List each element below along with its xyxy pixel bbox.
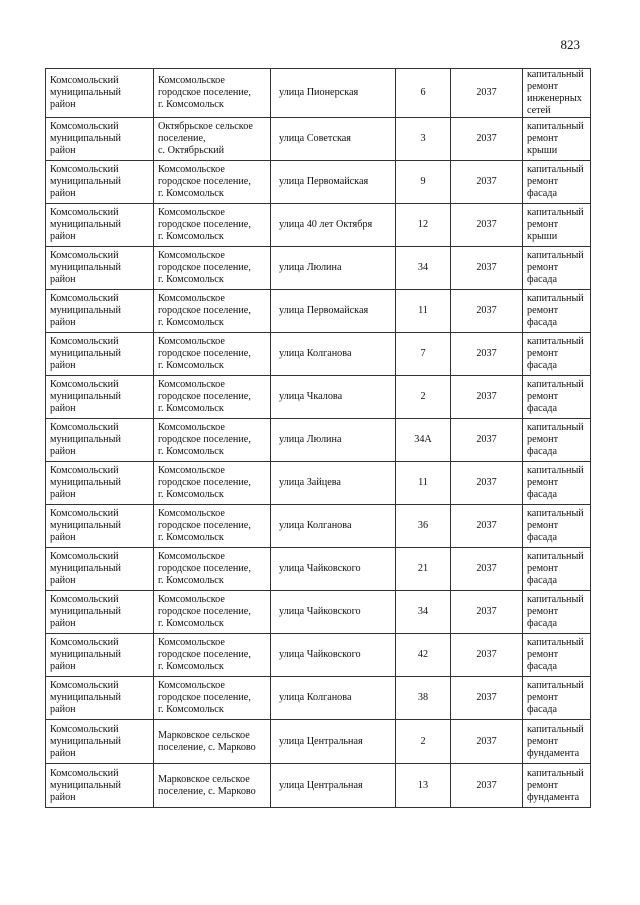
settlement-cell: Комсомольское городское поселение, г. Комсомольск: [154, 548, 271, 591]
work-type-cell: капитальный ремонт фасада: [523, 376, 591, 419]
year-cell: 2037: [451, 333, 523, 376]
year-cell: 2037: [451, 290, 523, 333]
street-cell: улица Первомайская: [271, 290, 396, 333]
street-cell: улица Чайковского: [271, 548, 396, 591]
street-cell: улица Зайцева: [271, 462, 396, 505]
settlement-cell: Комсомольское городское поселение, г. Комсомольск: [154, 419, 271, 462]
settlement-cell: Комсомольское городское поселение, г. Комсомольск: [154, 333, 271, 376]
table-row: [46, 419, 591, 462]
table-row: [46, 118, 591, 161]
settlement-cell: Комсомольское городское поселение, г. Комсомольск: [154, 376, 271, 419]
year-cell: 2037: [451, 69, 523, 118]
street-cell: улица 40 лет Октября: [271, 204, 396, 247]
house-number-cell: 6: [396, 69, 451, 118]
work-type-cell: капитальный ремонт фасада: [523, 505, 591, 548]
table-row: [46, 247, 591, 290]
work-type-cell: капитальный ремонт фасада: [523, 247, 591, 290]
district-cell: Комсомольский муниципальный район: [46, 290, 154, 333]
work-type-cell: капитальный ремонт фасада: [523, 591, 591, 634]
work-type-cell: капитальный ремонт крыши: [523, 118, 591, 161]
district-cell: Комсомольский муниципальный район: [46, 69, 154, 118]
settlement-cell: Комсомольское городское поселение, г. Комсомольск: [154, 591, 271, 634]
table-row: [46, 677, 591, 720]
street-cell: улица Люлина: [271, 247, 396, 290]
work-type-cell: капитальный ремонт инженерных сетей: [523, 69, 591, 118]
table-row: [46, 69, 591, 118]
settlement-cell: Комсомольское городское поселение, г. Комсомольск: [154, 677, 271, 720]
year-cell: 2037: [451, 204, 523, 247]
repair-schedule-table: [45, 68, 591, 808]
table-row: [46, 764, 591, 808]
work-type-cell: капитальный ремонт фасада: [523, 677, 591, 720]
street-cell: улица Центральная: [271, 764, 396, 808]
year-cell: 2037: [451, 505, 523, 548]
house-number-cell: 2: [396, 720, 451, 764]
district-cell: Комсомольский муниципальный район: [46, 161, 154, 204]
table-row: [46, 333, 591, 376]
house-number-cell: 7: [396, 333, 451, 376]
settlement-cell: Комсомольское городское поселение, г. Комсомольск: [154, 247, 271, 290]
year-cell: 2037: [451, 548, 523, 591]
house-number-cell: 38: [396, 677, 451, 720]
house-number-cell: 34: [396, 591, 451, 634]
street-cell: улица Пионерская: [271, 69, 396, 118]
year-cell: 2037: [451, 376, 523, 419]
district-cell: Комсомольский муниципальный район: [46, 118, 154, 161]
work-type-cell: капитальный ремонт фасада: [523, 161, 591, 204]
street-cell: улица Чайковского: [271, 634, 396, 677]
work-type-cell: капитальный ремонт фасада: [523, 462, 591, 505]
page-number: 823: [560, 37, 580, 52]
table-row: [46, 204, 591, 247]
house-number-cell: 36: [396, 505, 451, 548]
year-cell: 2037: [451, 634, 523, 677]
settlement-cell: Марковское сельское поселение, с. Марково: [154, 764, 271, 808]
house-number-cell: 2: [396, 376, 451, 419]
district-cell: Комсомольский муниципальный район: [46, 247, 154, 290]
settlement-cell: Комсомольское городское поселение, г. Комсомольск: [154, 462, 271, 505]
house-number-cell: 9: [396, 161, 451, 204]
district-cell: Комсомольский муниципальный район: [46, 591, 154, 634]
street-cell: улица Чайковского: [271, 591, 396, 634]
year-cell: 2037: [451, 419, 523, 462]
house-number-cell: 11: [396, 462, 451, 505]
street-cell: улица Колганова: [271, 505, 396, 548]
house-number-cell: 21: [396, 548, 451, 591]
district-cell: Комсомольский муниципальный район: [46, 462, 154, 505]
house-number-cell: 34: [396, 247, 451, 290]
table-row: [46, 548, 591, 591]
table-row: [46, 505, 591, 548]
street-cell: улица Колганова: [271, 677, 396, 720]
table-body: [46, 69, 591, 808]
year-cell: 2037: [451, 118, 523, 161]
district-cell: Комсомольский муниципальный район: [46, 376, 154, 419]
year-cell: 2037: [451, 161, 523, 204]
street-cell: улица Колганова: [271, 333, 396, 376]
district-cell: Комсомольский муниципальный район: [46, 764, 154, 808]
settlement-cell: Марковское сельское поселение, с. Марково: [154, 720, 271, 764]
house-number-cell: 13: [396, 764, 451, 808]
year-cell: 2037: [451, 764, 523, 808]
year-cell: 2037: [451, 591, 523, 634]
house-number-cell: 3: [396, 118, 451, 161]
street-cell: улица Чкалова: [271, 376, 396, 419]
house-number-cell: 11: [396, 290, 451, 333]
district-cell: Комсомольский муниципальный район: [46, 548, 154, 591]
work-type-cell: капитальный ремонт фасада: [523, 634, 591, 677]
work-type-cell: капитальный ремонт фасада: [523, 290, 591, 333]
work-type-cell: капитальный ремонт фундамента: [523, 720, 591, 764]
settlement-cell: Комсомольское городское поселение, г. Комсомольск: [154, 161, 271, 204]
settlement-cell: Комсомольское городское поселение, г. Комсомольск: [154, 290, 271, 333]
table-row: [46, 462, 591, 505]
house-number-cell: 12: [396, 204, 451, 247]
table-row: [46, 376, 591, 419]
street-cell: улица Первомайская: [271, 161, 396, 204]
district-cell: Комсомольский муниципальный район: [46, 505, 154, 548]
settlement-cell: Октябрьское сельское поселение, с. Октябрьский: [154, 118, 271, 161]
table-row: [46, 591, 591, 634]
table-row: [46, 634, 591, 677]
year-cell: 2037: [451, 462, 523, 505]
district-cell: Комсомольский муниципальный район: [46, 419, 154, 462]
work-type-cell: капитальный ремонт фасада: [523, 333, 591, 376]
house-number-cell: 42: [396, 634, 451, 677]
district-cell: Комсомольский муниципальный район: [46, 333, 154, 376]
year-cell: 2037: [451, 677, 523, 720]
work-type-cell: капитальный ремонт фасада: [523, 419, 591, 462]
table-row: [46, 720, 591, 764]
district-cell: Комсомольский муниципальный район: [46, 677, 154, 720]
district-cell: Комсомольский муниципальный район: [46, 634, 154, 677]
year-cell: 2037: [451, 720, 523, 764]
work-type-cell: капитальный ремонт фундамента: [523, 764, 591, 808]
work-type-cell: капитальный ремонт фасада: [523, 548, 591, 591]
table-row: [46, 161, 591, 204]
district-cell: Комсомольский муниципальный район: [46, 204, 154, 247]
work-type-cell: капитальный ремонт крыши: [523, 204, 591, 247]
table-row: [46, 290, 591, 333]
street-cell: улица Центральная: [271, 720, 396, 764]
settlement-cell: Комсомольское городское поселение, г. Комсомольск: [154, 634, 271, 677]
settlement-cell: Комсомольское городское поселение, г. Комсомольск: [154, 505, 271, 548]
year-cell: 2037: [451, 247, 523, 290]
district-cell: Комсомольский муниципальный район: [46, 720, 154, 764]
settlement-cell: Комсомольское городское поселение, г. Комсомольск: [154, 204, 271, 247]
street-cell: улица Советская: [271, 118, 396, 161]
house-number-cell: 34А: [396, 419, 451, 462]
settlement-cell: Комсомольское городское поселение, г. Комсомольск: [154, 69, 271, 118]
street-cell: улица Люлина: [271, 419, 396, 462]
